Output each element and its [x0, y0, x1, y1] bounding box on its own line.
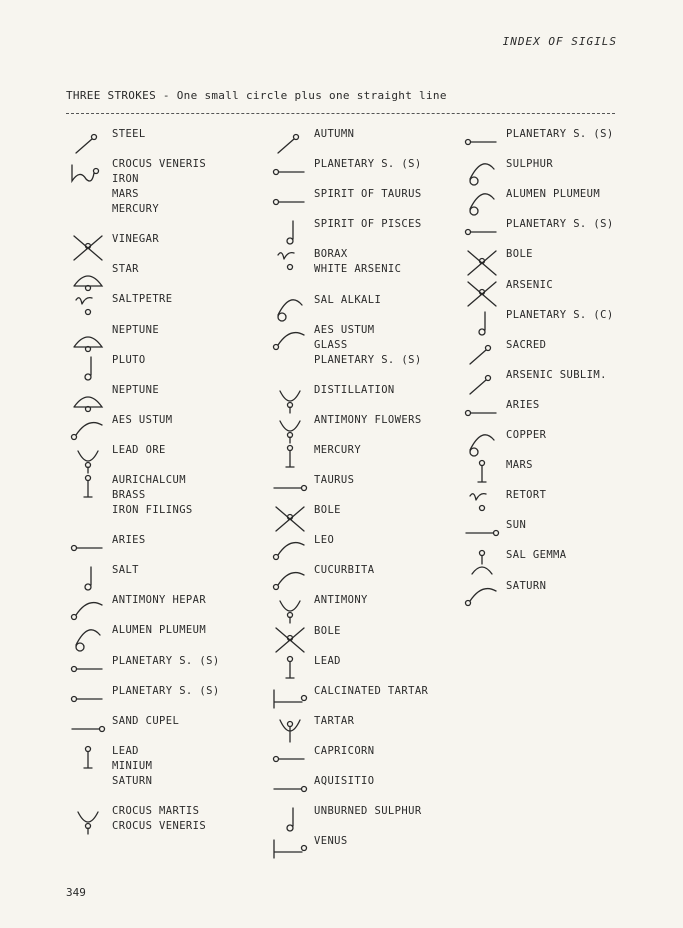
- sigil-labels: [112, 804, 206, 834]
- borax-sigil-icon: [268, 247, 312, 277]
- sun-sigil-icon: [460, 518, 504, 548]
- sigil-label: CAPRICORN: [314, 744, 375, 757]
- sigil-label: BOLE: [506, 248, 533, 261]
- sigil-label: BOLE: [314, 624, 341, 637]
- sigil-labels: [314, 293, 381, 308]
- arsenic-sublim-sigil-icon: [460, 368, 504, 398]
- copper-sigil-icon: [460, 428, 504, 458]
- sigil-label: TARTAR: [314, 714, 355, 727]
- sigil-label: STAR: [112, 263, 139, 276]
- sigil-label: NEPTUNE: [112, 323, 160, 336]
- sigil-label: IRON: [112, 173, 139, 186]
- planetary-s-sigil-icon: [66, 684, 110, 714]
- sigil-labels: [314, 684, 428, 699]
- distillation-sigil-icon: [268, 383, 312, 413]
- sigil-label: SUN: [506, 519, 527, 532]
- bole-sigil-icon: [268, 624, 312, 654]
- sigil-labels: [506, 518, 526, 533]
- sigil-label: SATURN: [506, 579, 547, 592]
- sigil-label: SAL GEMMA: [506, 549, 567, 562]
- crocus-veneris-sigil-icon: [66, 157, 110, 187]
- sigil-labels: [112, 623, 206, 638]
- saturn-sigil-icon: [460, 579, 504, 609]
- antimony-sigil-icon: [268, 593, 312, 623]
- sigil-label: STEEL: [112, 128, 146, 140]
- sigil-label: AURICHALCUM: [112, 474, 186, 486]
- sigil-labels: [112, 383, 159, 398]
- sigil-label: BRASS: [112, 489, 146, 501]
- sal-gemma-sigil-icon: [460, 548, 504, 578]
- crocus-martis-sigil-icon: [66, 804, 110, 834]
- sigil-labels: [112, 593, 206, 608]
- retort-sigil-icon: [460, 488, 504, 518]
- sigil-labels: [506, 579, 546, 594]
- sigil-label: MINIUM: [112, 759, 153, 772]
- antimony-flowers-sigil-icon: [268, 413, 312, 443]
- sigil-label: SPIRIT OF PISCES: [314, 218, 422, 231]
- bole-sigil-icon: [268, 503, 312, 533]
- sigil-label: ANTIMONY FLOWERS: [314, 413, 422, 426]
- sigil-labels: [314, 247, 401, 277]
- sigil-labels: [506, 368, 607, 383]
- sigil-label: ARIES: [112, 534, 146, 547]
- capricorn-sigil-icon: [268, 744, 312, 774]
- sigil-labels: [112, 413, 173, 428]
- aries-sigil-icon: [66, 533, 110, 563]
- sigil-label: DISTILLATION: [314, 383, 395, 396]
- sigil-label: AES USTUM: [314, 323, 375, 336]
- sigil-label: LEO: [314, 534, 335, 547]
- sigil-labels: [314, 624, 341, 639]
- sigil-label: SALTPETRE: [112, 293, 173, 306]
- sigil-labels: [112, 262, 139, 277]
- sigil-label: CUCURBITA: [314, 564, 375, 577]
- sigil-label: PLANETARY S. (S): [112, 654, 220, 667]
- sigil-labels: [314, 187, 422, 202]
- sigil-label: PLUTO: [112, 353, 146, 366]
- sigil-label: ANTIMONY: [314, 594, 368, 607]
- spirit-of-taurus-sigil-icon: [268, 187, 312, 217]
- section-divider: [66, 113, 615, 114]
- vinegar-sigil-icon: [66, 232, 110, 262]
- taurus-sigil-icon: [268, 473, 312, 503]
- sigil-label: SAND CUPEL: [112, 714, 180, 727]
- sigil-label: MERCURY: [112, 203, 160, 216]
- sigil-label: GLASS: [314, 338, 348, 351]
- sigil-labels: [112, 563, 139, 578]
- sigil-label: BOLE: [314, 504, 341, 517]
- sigil-label: TAURUS: [314, 474, 355, 486]
- sigil-label: IRON FILINGS: [112, 504, 193, 516]
- sigil-label: LEAD: [112, 744, 139, 757]
- sigil-labels: [506, 458, 533, 473]
- sigil-labels: [506, 548, 567, 563]
- sigil-labels: [112, 353, 146, 368]
- pluto-sigil-icon: [66, 353, 110, 383]
- sigil-label: PLANETARY S. (S): [506, 128, 614, 140]
- sigil-labels: [112, 127, 146, 142]
- sigil-labels: [314, 804, 422, 819]
- sigil-labels: [314, 323, 422, 368]
- planetary-s-sigil-icon: [66, 654, 110, 684]
- sigil-label: COPPER: [506, 429, 547, 441]
- planetary-s-sigil-icon: [268, 157, 312, 187]
- sigil-labels: [506, 308, 614, 323]
- sigil-label: ARIES: [506, 398, 540, 411]
- sigil-label: WHITE ARSENIC: [314, 263, 402, 276]
- sigil-labels: [314, 157, 422, 172]
- sigil-label: PLANETARY S. (S): [112, 684, 220, 697]
- sigil-labels: [314, 774, 375, 789]
- sigil-labels: [506, 398, 540, 413]
- sulphur-sigil-icon: [460, 157, 504, 187]
- sigil-label: RETORT: [506, 489, 547, 502]
- alumen-plumeum-sigil-icon: [460, 187, 504, 217]
- sigil-labels: [506, 157, 553, 172]
- sigil-labels: [112, 323, 159, 338]
- aes-ustum-sigil-icon: [268, 323, 312, 353]
- sigil-labels: [112, 533, 146, 548]
- sigil-label: LEAD ORE: [112, 443, 166, 456]
- sigil-label: MARS: [506, 459, 533, 472]
- sigil-labels: [112, 654, 220, 669]
- aries-sigil-icon: [460, 398, 504, 428]
- page-number: 349: [66, 886, 86, 899]
- sigil-labels: [506, 488, 546, 503]
- sigil-labels: [506, 187, 600, 202]
- sigil-labels: [314, 473, 354, 488]
- sigil-labels: [112, 292, 173, 307]
- mercury-sigil-icon: [268, 443, 312, 473]
- lead-sigil-icon: [268, 654, 312, 684]
- sigil-label: PLANETARY S. (C): [506, 308, 614, 321]
- sigil-labels: [506, 127, 614, 142]
- antimony-hepar-sigil-icon: [66, 593, 110, 623]
- sigil-labels: [314, 593, 368, 608]
- sigil-labels: [314, 714, 354, 729]
- sigil-labels: [112, 744, 152, 789]
- calcinated-tartar-sigil-icon: [268, 684, 312, 714]
- sigil-label: CROCUS VENERIS: [112, 158, 207, 171]
- sigil-labels: [314, 563, 375, 578]
- neptune-sigil-icon: [66, 383, 110, 413]
- sigil-label: AUTUMN: [314, 128, 355, 140]
- sigil-label: VINEGAR: [112, 233, 160, 246]
- saltpetre-sigil-icon: [66, 292, 110, 322]
- steel-sigil-icon: [66, 127, 110, 157]
- alumen-plumeum-sigil-icon: [66, 623, 110, 653]
- sigil-label: ARSENIC: [506, 278, 554, 291]
- lead-ore-sigil-icon: [66, 443, 110, 473]
- sacred-sigil-icon: [460, 338, 504, 368]
- sigil-labels: [506, 217, 614, 232]
- sigil-label: MERCURY: [314, 443, 362, 456]
- sigil-labels: [112, 232, 159, 247]
- planetary-s-c-sigil-icon: [460, 308, 504, 338]
- sigil-labels: [314, 127, 354, 142]
- spirit-of-pisces-sigil-icon: [268, 217, 312, 247]
- neptune-sigil-icon: [66, 323, 110, 353]
- mars-sigil-icon: [460, 458, 504, 488]
- sigil-label: ANTIMONY HEPAR: [112, 594, 207, 607]
- sigil-labels: [112, 714, 179, 729]
- sigil-label: CROCUS MARTIS: [112, 804, 200, 817]
- sigil-label: CROCUS VENERIS: [112, 819, 207, 832]
- sigil-labels: [314, 443, 361, 458]
- sigil-label: BORAX: [314, 248, 348, 261]
- sigil-label: AES USTUM: [112, 413, 173, 426]
- planetary-s-sigil-icon: [460, 217, 504, 247]
- planetary-s-sigil-icon: [460, 127, 504, 157]
- aes-ustum-sigil-icon: [66, 413, 110, 443]
- sigil-labels: [314, 413, 422, 428]
- sigil-label: SULPHUR: [506, 158, 554, 171]
- sigil-labels: [506, 338, 546, 353]
- sigil-label: SPIRIT OF TAURUS: [314, 188, 422, 201]
- sigil-label: NEPTUNE: [112, 383, 160, 396]
- sigil-labels: [314, 654, 341, 669]
- sigil-label: SATURN: [112, 774, 153, 787]
- sigil-labels: [506, 278, 553, 293]
- sigil-labels: [506, 428, 546, 443]
- sigil-label: UNBURNED SULPHUR: [314, 805, 422, 818]
- section-title: THREE STROKES - One small circle plus one straight line: [66, 89, 447, 102]
- sigil-labels: [314, 533, 334, 548]
- aquistitio-sigil-icon: [268, 774, 312, 804]
- sigil-label: SACRED: [506, 338, 547, 351]
- tartar-sigil-icon: [268, 714, 312, 744]
- sigil-label: PLANETARY S. (S): [314, 353, 422, 366]
- sigil-labels: [314, 834, 348, 849]
- sigil-labels: [314, 217, 422, 232]
- sigil-label: ARSENIC SUBLIM.: [506, 368, 607, 381]
- sigil-labels: [112, 443, 166, 458]
- arsenic-sigil-icon: [460, 278, 504, 308]
- sigil-label: AQUISITIO: [314, 775, 375, 787]
- sigil-labels: [112, 684, 220, 699]
- sigil-labels: [314, 503, 341, 518]
- leo-sigil-icon: [268, 533, 312, 563]
- sigil-label: PLANETARY S. (S): [506, 218, 614, 231]
- aurichalcum-sigil-icon: [66, 473, 110, 503]
- running-title: INDEX OF SIGILS: [502, 35, 617, 48]
- sal-alkali-sigil-icon: [268, 293, 312, 323]
- sigil-label: CALCINATED TARTAR: [314, 684, 429, 697]
- sigil-label: ALUMEN PLUMEUM: [112, 624, 207, 637]
- sigil-labels: [314, 744, 375, 759]
- sigil-labels: [314, 383, 395, 398]
- sigil-labels: [112, 473, 193, 518]
- sigil-label: SAL ALKALI: [314, 293, 382, 306]
- sigil-labels: [506, 247, 533, 262]
- bole-sigil-icon: [460, 247, 504, 277]
- sigil-label: LEAD: [314, 654, 341, 667]
- autumn-sigil-icon: [268, 127, 312, 157]
- star-sigil-icon: [66, 262, 110, 292]
- sigil-label: PLANETARY S. (S): [314, 158, 422, 171]
- venus-sigil-icon: [268, 834, 312, 864]
- cucurbita-sigil-icon: [268, 563, 312, 593]
- salt-sigil-icon: [66, 563, 110, 593]
- sigil-label: SALT: [112, 564, 139, 577]
- unburned-sulphur-sigil-icon: [268, 804, 312, 834]
- sigil-labels: [112, 157, 206, 217]
- sigil-label: MARS: [112, 188, 139, 201]
- sand-cupel-sigil-icon: [66, 714, 110, 744]
- sigil-label: ALUMEN PLUMEUM: [506, 188, 601, 201]
- lead-sigil-icon: [66, 744, 110, 774]
- sigil-label: VENUS: [314, 835, 348, 848]
